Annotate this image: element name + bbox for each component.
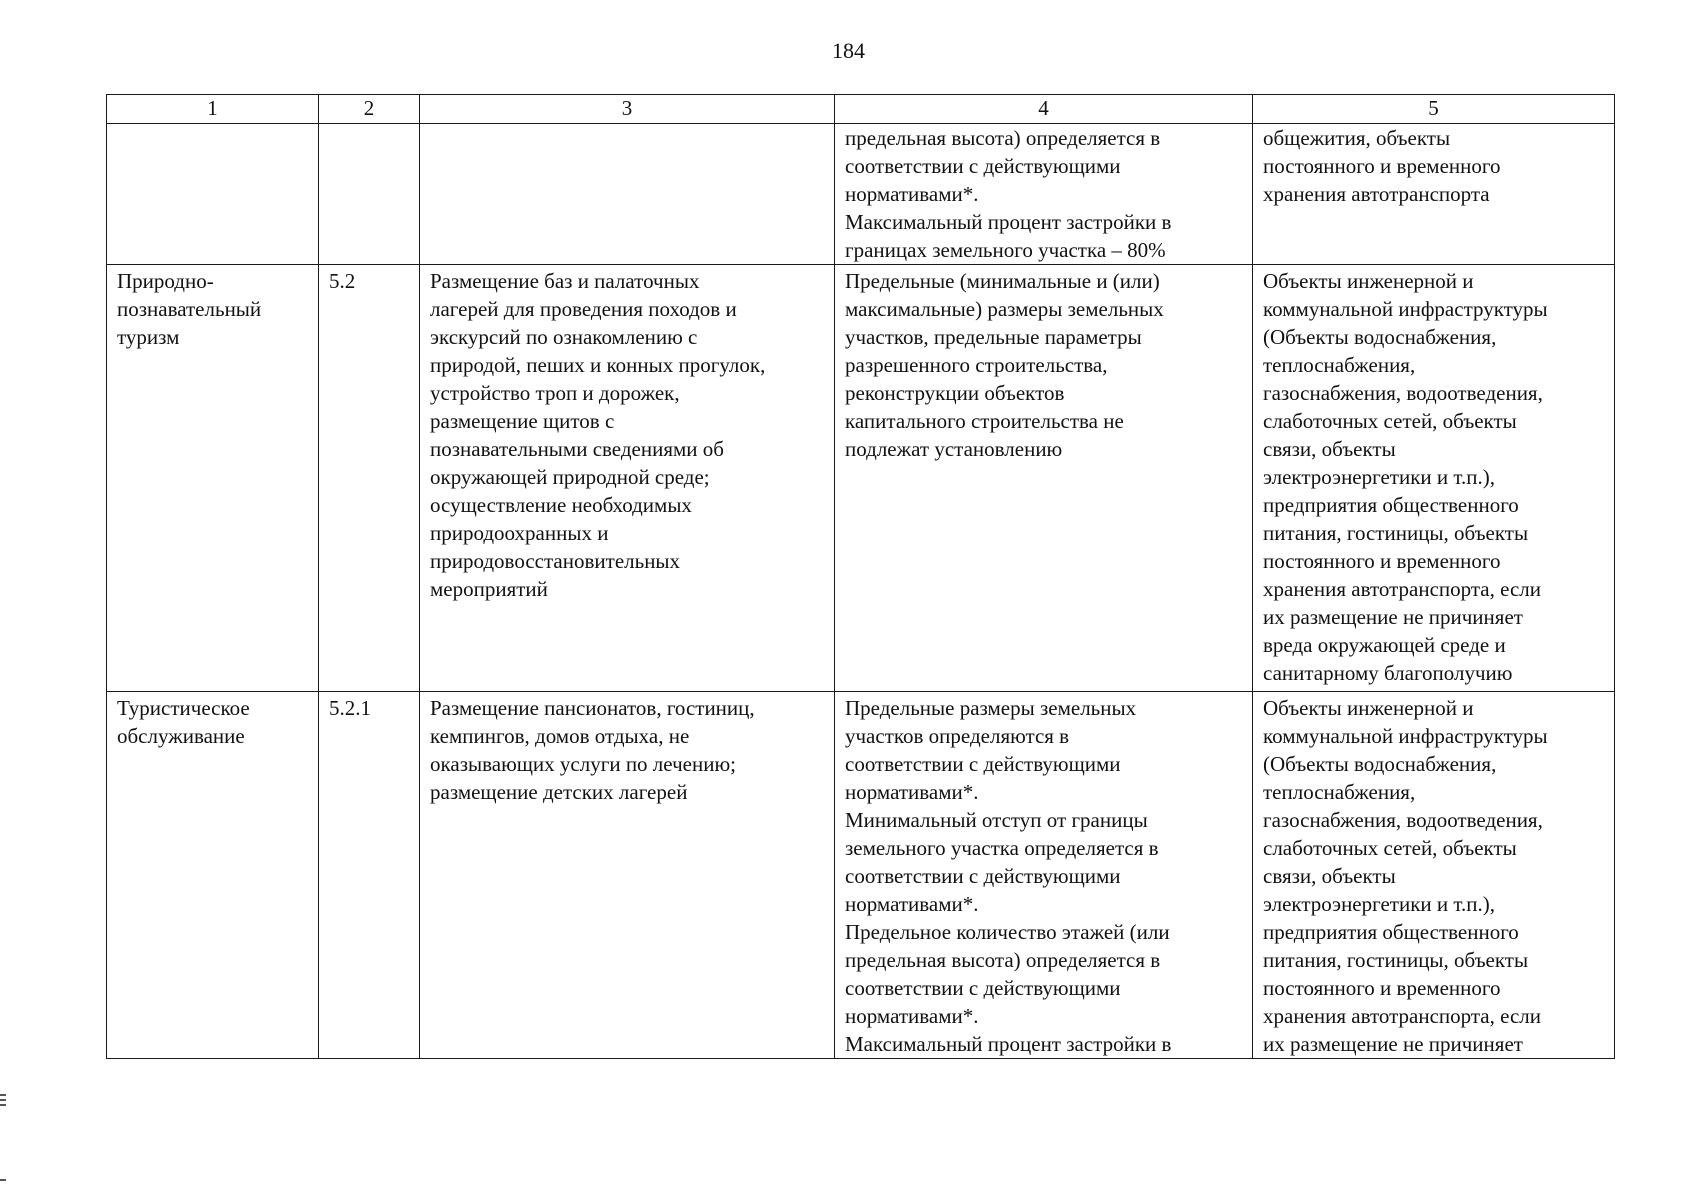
cell-text-line: общежития, объекты <box>1263 126 1451 150</box>
use-name-cell <box>107 124 319 265</box>
scan-edge-mark <box>0 1104 6 1106</box>
use-description-cell <box>420 265 835 692</box>
cell-text-line: соответствии с действующими <box>845 864 1121 888</box>
cell-text-line: подлежат установлению <box>845 437 1063 461</box>
cell-text-line: природоохранных и <box>430 521 609 545</box>
cell-text-line: оказывающих услуги по лечению; <box>430 752 736 776</box>
cell-text-line: соответствии с действующими <box>845 752 1121 776</box>
cell-text-line: нормативами*. <box>845 1004 979 1028</box>
use-code-cell <box>319 124 420 265</box>
use-code-cell <box>319 265 420 692</box>
cell-text-line: (Объекты водоснабжения, <box>1263 752 1497 776</box>
cell-text-line: границах земельного участка – 80% <box>845 238 1166 262</box>
auxiliary-uses-cell <box>1253 265 1615 692</box>
table-row <box>107 124 1615 265</box>
use-description-cell <box>420 124 835 265</box>
page-number: 184 <box>832 38 865 63</box>
cell-text-line: Максимальный процент застройки в <box>845 210 1172 234</box>
auxiliary-uses-cell <box>1253 124 1615 265</box>
cell-text-line: участков, предельные параметры <box>845 325 1142 349</box>
cell-text-line: размещение щитов с <box>430 409 615 433</box>
cell-text-line: Максимальный процент застройки в <box>845 1032 1172 1056</box>
cell-text-line: осуществление необходимых <box>430 493 692 517</box>
cell-text-line: питания, гостиницы, объекты <box>1263 948 1529 972</box>
cell-text-line: питания, гостиницы, объекты <box>1263 521 1529 545</box>
header-row <box>107 95 1615 124</box>
cell-text-line: познавательными сведениями об <box>430 437 724 461</box>
parameters-cell <box>835 265 1253 692</box>
cell-text-line: нормативами*. <box>845 780 979 804</box>
cell-text-line: нормативами*. <box>845 182 979 206</box>
cell-text-line: земельного участка определяется в <box>845 836 1159 860</box>
cell-text-line: коммунальной инфраструктуры <box>1263 724 1548 748</box>
scan-edge-mark <box>0 1099 6 1101</box>
header-col-3: 3 <box>420 95 835 124</box>
cell-text-line: теплоснабжения, <box>1263 780 1416 804</box>
cell-text-line: Размещение баз и палаточных <box>430 269 700 293</box>
cell-text-line: туризм <box>117 325 180 349</box>
cell-text-line: газоснабжения, водоотведения, <box>1263 808 1543 832</box>
cell-text-line: экскурсий по ознакомлению с <box>430 325 698 349</box>
parameters-cell <box>835 124 1253 265</box>
use-name-cell <box>107 265 319 692</box>
cell-text-line: Предельные размеры земельных <box>845 696 1137 720</box>
cell-text-line: (Объекты водоснабжения, <box>1263 325 1497 349</box>
cell-text-line: природовосстановительных <box>430 549 681 573</box>
cell-text-line: связи, объекты <box>1263 864 1396 888</box>
cell-text-line: соответствии с действующими <box>845 154 1121 178</box>
cell-text-line: окружающей природной среде; <box>430 465 710 489</box>
cell-text-line: постоянного и временного <box>1263 976 1501 1000</box>
cell-text-line: предельная высота) определяется в <box>845 126 1161 150</box>
cell-text-line: реконструкции объектов <box>845 381 1065 405</box>
scan-edge-mark <box>0 1094 6 1096</box>
cell-text-line: постоянного и временного <box>1263 549 1501 573</box>
auxiliary-uses-cell <box>1253 692 1615 1059</box>
cell-text-line: их размещение не причиняет <box>1263 605 1523 629</box>
header-col-1: 1 <box>107 95 319 124</box>
cell-text-line: Предельные (минимальные и (или) <box>845 269 1160 293</box>
header-col-2: 2 <box>319 95 420 124</box>
cell-text-line: капитального строительства не <box>845 409 1124 433</box>
cell-text-line: хранения автотранспорта, если <box>1263 1004 1542 1028</box>
cell-text-line: разрешенного строительства, <box>845 353 1108 377</box>
cell-text-line: предельная высота) определяется в <box>845 948 1161 972</box>
cell-text-line: хранения автотранспорта, если <box>1263 577 1542 601</box>
cell-text-line: слаботочных сетей, объекты <box>1263 836 1517 860</box>
cell-text-line: Природно- <box>117 269 214 293</box>
cell-text-line: коммунальной инфраструктуры <box>1263 297 1548 321</box>
cell-text-line: предприятия общественного <box>1263 920 1519 944</box>
cell-text-line: максимальные) размеры земельных <box>845 297 1164 321</box>
cell-text-line: 5.2.1 <box>329 696 371 720</box>
cell-text-line: электроэнергетики и т.п.), <box>1263 892 1495 916</box>
cell-text-line: размещение детских лагерей <box>430 780 688 804</box>
cell-text-line: хранения автотранспорта <box>1263 182 1490 206</box>
cell-text-line: санитарному благополучию <box>1263 661 1513 685</box>
cell-text-line: связи, объекты <box>1263 437 1396 461</box>
use-description-cell <box>420 692 835 1059</box>
cell-text-line: слаботочных сетей, объекты <box>1263 409 1517 433</box>
cell-text-line: нормативами*. <box>845 892 979 916</box>
cell-text-line: теплоснабжения, <box>1263 353 1416 377</box>
cell-text-line: участков определяются в <box>845 724 1070 748</box>
cell-text-line: Предельное количество этажей (или <box>845 920 1170 944</box>
cell-text-line: постоянного и временного <box>1263 154 1501 178</box>
cell-text-line: познавательный <box>117 297 262 321</box>
land-use-table <box>106 94 1615 1059</box>
cell-text-line: их размещение не причиняет <box>1263 1032 1523 1056</box>
cell-text-line: обслуживание <box>117 724 245 748</box>
use-code-cell <box>319 692 420 1059</box>
cell-text-line: 5.2 <box>329 269 356 293</box>
cell-text-line: мероприятий <box>430 577 548 601</box>
table-row <box>107 265 1615 692</box>
cell-text-line: Минимальный отступ от границы <box>845 808 1148 832</box>
scan-edge-mark <box>0 1179 6 1181</box>
parameters-cell <box>835 692 1253 1059</box>
cell-text-line: вреда окружающей среде и <box>1263 633 1506 657</box>
cell-text-line: соответствии с действующими <box>845 976 1121 1000</box>
use-name-cell <box>107 692 319 1059</box>
table-row <box>107 692 1615 1059</box>
header-col-5: 5 <box>1253 95 1615 124</box>
cell-text-line: лагерей для проведения походов и <box>430 297 737 321</box>
cell-text-line: предприятия общественного <box>1263 493 1519 517</box>
cell-text-line: Туристическое <box>117 696 250 720</box>
cell-text-line: электроэнергетики и т.п.), <box>1263 465 1495 489</box>
cell-text-line: устройство троп и дорожек, <box>430 381 680 405</box>
header-col-4: 4 <box>835 95 1253 124</box>
cell-text-line: газоснабжения, водоотведения, <box>1263 381 1543 405</box>
cell-text-line: кемпингов, домов отдыха, не <box>430 724 690 748</box>
cell-text-line: Объекты инженерной и <box>1263 696 1474 720</box>
cell-text-line: Размещение пансионатов, гостиниц, <box>430 696 755 720</box>
cell-text-line: природой, пеших и конных прогулок, <box>430 353 766 377</box>
cell-text-line: Объекты инженерной и <box>1263 269 1474 293</box>
